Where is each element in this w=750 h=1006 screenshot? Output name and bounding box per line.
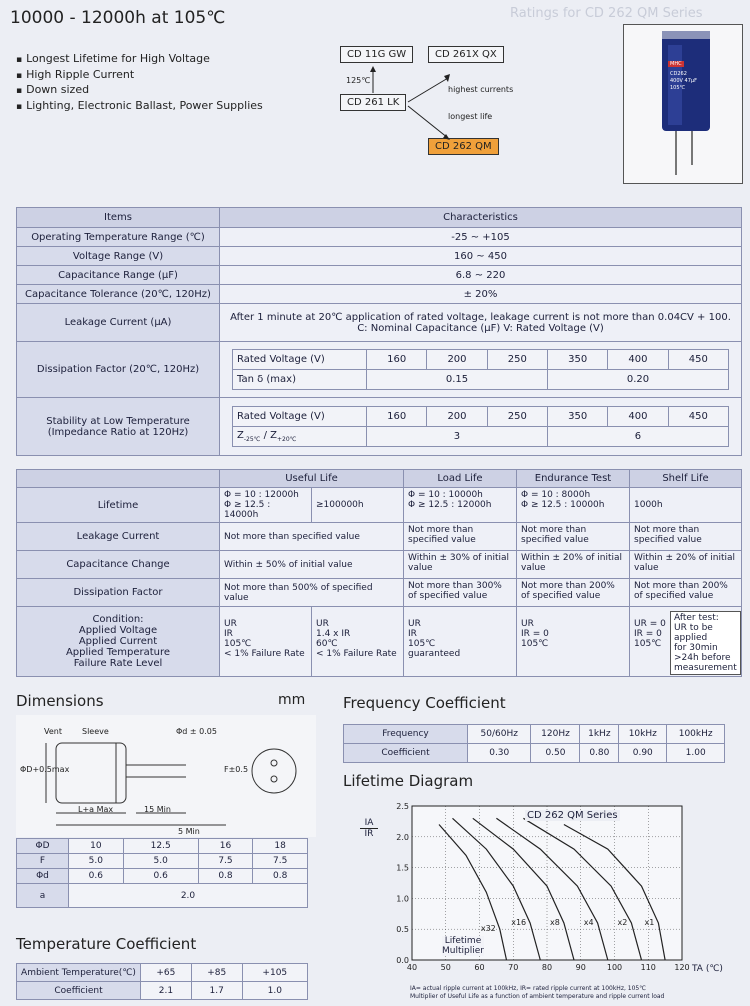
row-leakage: Leakage Current: [17, 523, 220, 551]
tan-label: Tan δ (max): [233, 370, 367, 390]
label-length: L+a Max: [78, 805, 114, 814]
y-tick-label: 2.0: [396, 832, 409, 842]
series-label-x16: x16: [511, 918, 527, 928]
endurance-value: Φ = 10 : 8000h Φ ≥ 12.5 : 10000h: [517, 488, 630, 523]
series-label-x4: x4: [583, 918, 594, 928]
cond-useful-2: UR 1.4 x IR 60℃ < 1% Failure Rate: [312, 607, 404, 677]
col-load-life: Load Life: [404, 470, 517, 488]
df-end: Not more than 200% of specified value: [517, 579, 630, 607]
y-axis-label: IA IR: [360, 818, 378, 839]
watermark: Ratings for CD 262 QM Series: [510, 6, 703, 21]
row-lifetime: Lifetime: [17, 488, 220, 523]
photo-brand: MHC: [670, 61, 682, 67]
spec-item: Capacitance Tolerance (20℃, 120Hz): [17, 285, 220, 304]
voltage-cell: 200: [427, 407, 487, 427]
voltage-cell: 400: [608, 350, 668, 370]
label-longest-life: longest life: [448, 112, 493, 121]
tan-value: 0.15: [367, 370, 548, 390]
voltage-cell: 200: [427, 350, 487, 370]
x-tick-label: 90: [575, 963, 586, 972]
voltage-cell: 160: [367, 350, 427, 370]
series-label-x8: x8: [550, 918, 560, 928]
cond-load: UR IR 105℃ guaranteed: [404, 607, 517, 677]
row-capacitance: Capacitance Change: [17, 551, 220, 579]
life-table: [16, 469, 742, 677]
voltage-cell: 400: [608, 407, 668, 427]
df-subtable: [232, 349, 729, 390]
x-tick-label: 60: [474, 963, 485, 972]
series-box-lk: CD 261 LK: [340, 94, 406, 111]
impedance-value: 3: [367, 427, 548, 447]
cond-shelf: UR = 0 IR = 0 105℃ After test: UR to be applied for 30min >24h before measurement: [630, 607, 742, 677]
shelf-value: 1000h: [630, 488, 742, 523]
x-tick-label: 70: [508, 963, 519, 972]
x-tick-label: 80: [541, 963, 553, 972]
useful-life-value: Φ = 10 : 12000h Φ ≥ 12.5 : 14000h: [220, 488, 312, 523]
series-label-x32: x32: [480, 924, 496, 934]
x-tick-label: 100: [606, 963, 623, 972]
voltage-cell: 350: [547, 350, 607, 370]
leakage-line2: C: Nominal Capacitance (μF) V: Rated Voltage (V): [357, 322, 604, 334]
col-items: Items: [17, 208, 220, 228]
tan-value: 0.20: [547, 370, 728, 390]
voltage-cell: 160: [367, 407, 427, 427]
label-F: F±0.5: [224, 765, 249, 774]
series-label-x2: x2: [617, 918, 628, 928]
leakage-line1: After 1 minute at 20℃ application of rated voltage, leakage current is not more than 0.04CV + 100.: [230, 311, 731, 323]
voltage-cell: 250: [487, 407, 547, 427]
row-df: Dissipation Factor: [17, 579, 220, 607]
x-tick-label: 110: [640, 963, 656, 972]
x-tick-label: 50: [440, 963, 451, 972]
photo-line1: CD262: [670, 71, 687, 77]
df-load: Not more than 300% of specified value: [404, 579, 517, 607]
col-characteristics: Characteristics: [220, 208, 742, 228]
y-tick-label: 1.0: [396, 894, 409, 904]
stability-value: [220, 398, 742, 456]
feature-item: ▪ Lighting, Electronic Ballast, Power Supplies: [16, 99, 263, 115]
voltage-cell: 450: [668, 407, 728, 427]
dimensions-unit: mm: [278, 692, 306, 708]
leak-load: Not more than specified value: [404, 523, 517, 551]
multiplier-label: Lifetime Multiplier: [442, 936, 484, 956]
load-life-value: Φ = 10 : 10000h Φ ≥ 12.5 : 12000h: [404, 488, 517, 523]
lifetime-title: Lifetime Diagram: [343, 772, 474, 790]
useful-life-long: ≥100000h: [312, 488, 404, 523]
label-15min: 15 Min: [144, 805, 171, 814]
series-arrows: [330, 60, 500, 150]
dimensions-table: ΦD 10 12.5 16 18 F 5.0 5.0 7.5 7.5 Φd 0.6 0.6 0.8 0.8 a 2.0: [16, 838, 308, 908]
leak-shelf: Not more than specified value: [630, 523, 742, 551]
df-useful: Not more than 500% of specified value: [220, 579, 404, 607]
leakage-value: [220, 304, 742, 342]
chart-note-1: IA= actual ripple current at 100kHz, IR= rated ripple current at 100kHz, 105℃: [410, 985, 646, 992]
spec-value: 6.8 ~ 220: [220, 266, 742, 285]
y-tick-label: 1.5: [396, 863, 409, 873]
label-phid: Φd ± 0.05: [176, 727, 217, 736]
voltage-cell: 250: [487, 350, 547, 370]
label-5min: 5 Min: [178, 827, 200, 836]
cap-shelf: Within ± 20% of initial value: [630, 551, 742, 579]
stability-item: [17, 398, 220, 456]
photo-line2: 400V 47μF: [670, 78, 697, 84]
chart-series-label: CD 262 QM Series: [527, 810, 618, 821]
label-125c: 125℃: [346, 76, 371, 85]
capacitor-image: [624, 25, 742, 183]
leak-useful: Not more than specified value: [220, 523, 404, 551]
cond-endurance: UR IR = 0 105℃: [517, 607, 630, 677]
page-title: 10000 - 12000h at 105℃: [10, 8, 226, 28]
stability-line2: (Impedance Ratio at 120Hz): [47, 426, 189, 438]
spec-value: -25 ~ +105: [220, 228, 742, 247]
leakage-item: Leakage Current (μA): [17, 304, 220, 342]
cap-end: Within ± 20% of initial value: [517, 551, 630, 579]
y-tick-label: 0.5: [396, 925, 409, 935]
voltage-cell: 450: [668, 350, 728, 370]
feature-list: [16, 52, 263, 114]
product-photo: [623, 24, 743, 184]
df-shelf: Not more than 200% of specified value: [630, 579, 742, 607]
temp-coef-table: Ambient Temperature(℃) +65 +85 +105 Coefficient 2.1 1.7 1.0: [16, 963, 308, 1000]
col-endurance: Endurance Test: [517, 470, 630, 488]
feature-item: ▪ High Ripple Current: [16, 68, 263, 84]
x-tick-label: 120: [674, 963, 690, 972]
label-highest-currents: highest currents: [448, 85, 514, 94]
spec-value: 160 ~ 450: [220, 247, 742, 266]
series-box-qm: CD 262 QM: [428, 138, 499, 155]
col-useful-life: Useful Life: [220, 470, 404, 488]
spec-table: [16, 207, 742, 456]
impedance-value: 6: [547, 427, 728, 447]
leak-end: Not more than specified value: [517, 523, 630, 551]
series-box-gw: CD 11G GW: [340, 46, 413, 63]
stability-line1: Stability at Low Temperature: [46, 415, 190, 427]
col-shelf-life: Shelf Life: [630, 470, 742, 488]
freq-coef-table: Frequency 50/60Hz 120Hz 1kHz 10kHz 100kHz Coefficient 0.30 0.50 0.80 0.90 1.00: [343, 724, 725, 763]
dimensions-title: Dimensions: [16, 692, 104, 710]
chart-note-2: Multiplier of Useful Life as a function of ambient temperature and ripple current load: [410, 993, 665, 1000]
rated-voltage-label: Rated Voltage (V): [233, 350, 367, 370]
temp-coef-title: Temperature Coefficient: [16, 935, 197, 953]
lifetime-chart: [396, 800, 726, 988]
voltage-cell: 350: [547, 407, 607, 427]
y-tick-label: 0.0: [396, 956, 409, 965]
label-phiD: ΦD+0.5max: [20, 765, 70, 774]
df-value: [220, 342, 742, 398]
feature-item: ▪ Down sized: [16, 83, 263, 99]
cap-useful: Within ± 50% of initial value: [220, 551, 404, 579]
row-condition: Condition: Applied Voltage Applied Current Applied Temperature Failure Rate Level: [17, 607, 220, 677]
shelf-note: After test: UR to be applied for 30min >24h before measurement: [670, 611, 741, 675]
photo-line3: 105℃: [670, 85, 686, 91]
cap-load: Within ± 30% of initial value: [404, 551, 517, 579]
label-vent: Vent: [44, 727, 62, 736]
dimension-drawing: [16, 715, 316, 837]
x-axis-label: TA (℃): [692, 964, 723, 974]
freq-coef-title: Frequency Coefficient: [343, 694, 506, 712]
rated-voltage-label: Rated Voltage (V): [233, 407, 367, 427]
series-box-qx: CD 261X QX: [428, 46, 504, 63]
impedance-label: $Z_{-25℃} / Z_{+20℃}$: [233, 427, 367, 447]
label-sleeve: Sleeve: [82, 727, 109, 736]
spec-item: Voltage Range (V): [17, 247, 220, 266]
spec-item: Capacitance Range (μF): [17, 266, 220, 285]
x-tick-label: 40: [406, 963, 418, 972]
y-tick-label: 2.5: [396, 802, 409, 811]
cond-useful-1: UR IR 105℃ < 1% Failure Rate: [220, 607, 312, 677]
feature-item: ▪ Longest Lifetime for High Voltage: [16, 52, 263, 68]
series-label-x1: x1: [644, 918, 655, 928]
spec-value: ± 20%: [220, 285, 742, 304]
stability-subtable: [232, 406, 729, 447]
df-item: Dissipation Factor (20℃, 120Hz): [17, 342, 220, 398]
spec-item: Operating Temperature Range (℃): [17, 228, 220, 247]
